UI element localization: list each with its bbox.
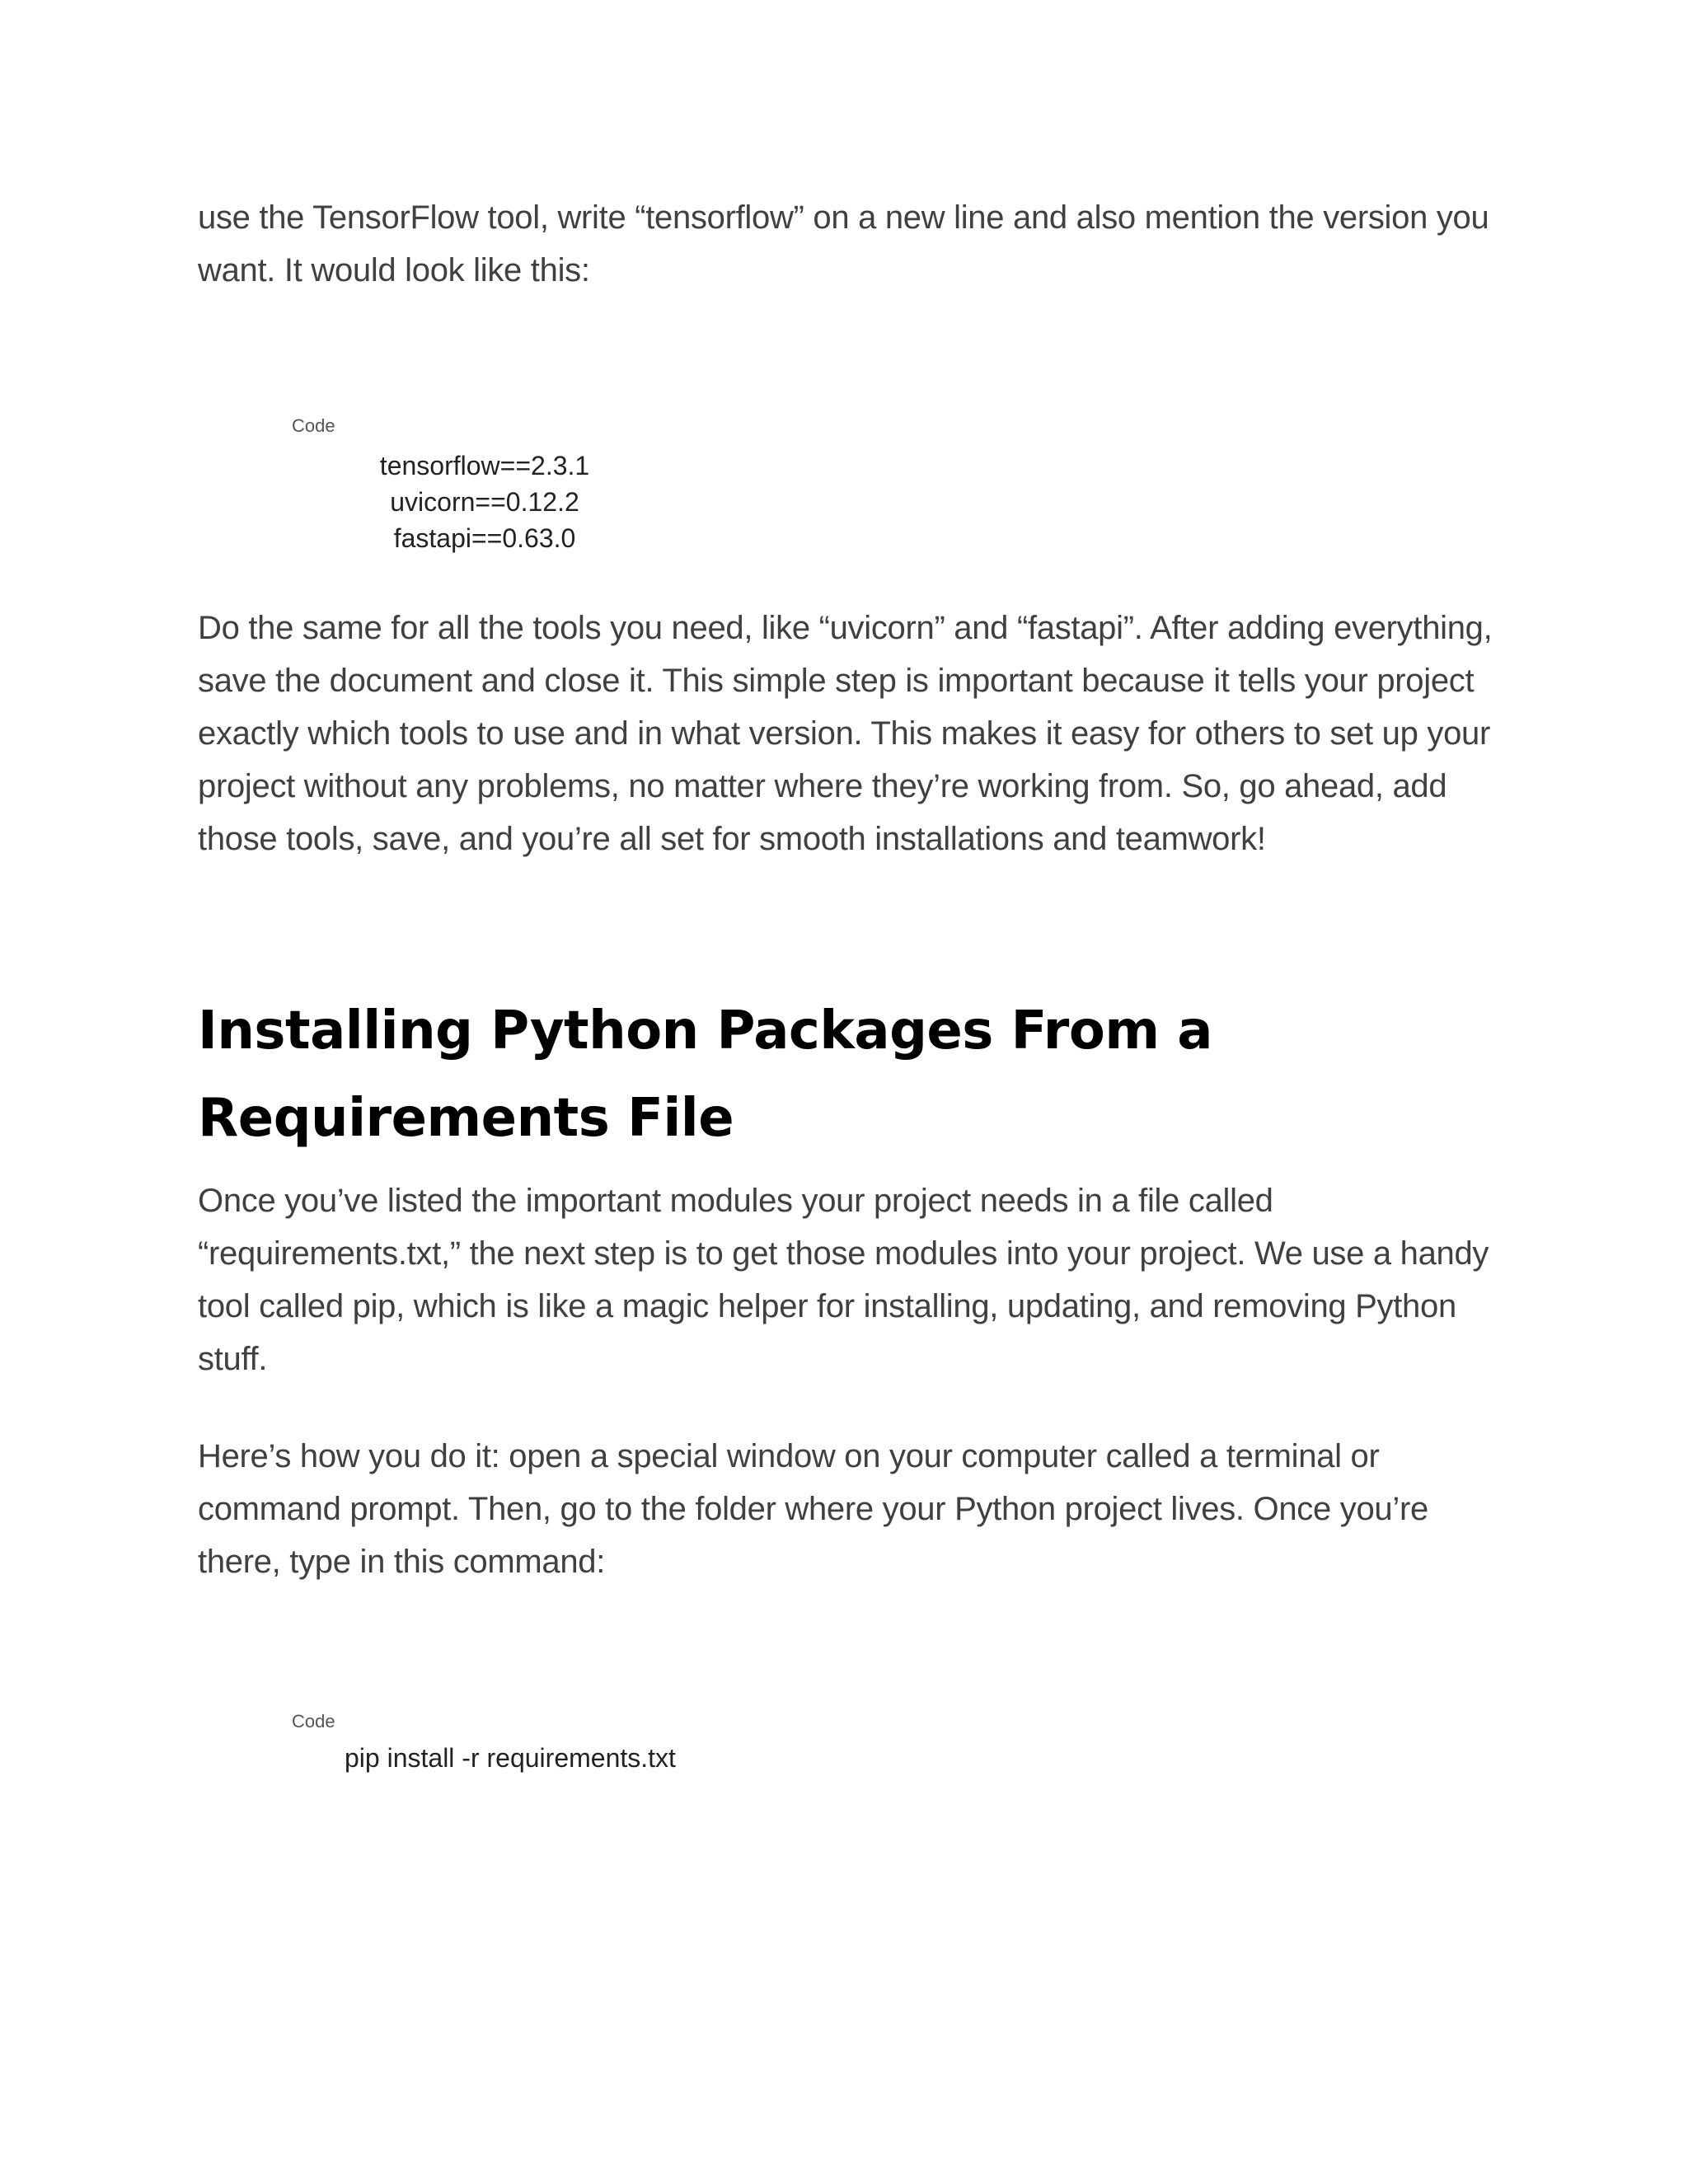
- code-block-pip-command: [292, 1710, 951, 1776]
- code-lines: [345, 1740, 951, 1776]
- code-line: fastapi==0.63.0: [393, 523, 576, 553]
- code-block-requirements: [292, 415, 951, 556]
- code-line: tensorflow==2.3.1: [379, 451, 590, 480]
- code-line: pip install -r requirements.txt: [345, 1743, 676, 1773]
- intro-paragraph: use the TensorFlow tool, write “tensorflow” on a new line and also mention the version you want. It would look like this:: [198, 199, 1489, 288]
- code-label: Code: [292, 1711, 335, 1732]
- section-paragraph-1: Once you’ve listed the important modules your project needs in a file called “requirements.txt,” the next step is to get those modules into your project. We use a handy tool called pip, which is like a magic helper for installing, updating, and removing Python stuff.: [198, 1183, 1489, 1377]
- code-lines: [361, 448, 608, 556]
- section-paragraph-2: Here’s how you do it: open a special window on your computer called a terminal or command prompt. Then, go to the folder where your Python project lives. Once you’re there, type in this command:: [198, 1438, 1428, 1580]
- code-label: Code: [292, 415, 335, 436]
- section-heading: Installing Python Packages From a Requirements File: [198, 1001, 1212, 1149]
- code-line: uvicorn==0.12.2: [390, 487, 579, 517]
- explanation-paragraph: Do the same for all the tools you need, like “uvicorn” and “fastapi”. After adding everything, save the document and close it. This simple step is important because it tells your project exactly which tools to use and in what version. This makes it easy for others to set up your project without any problems, no matter where they’re working from. So, go ahead, add those tools, save, and you’re all set for smooth installations and teamwork!: [198, 610, 1493, 857]
